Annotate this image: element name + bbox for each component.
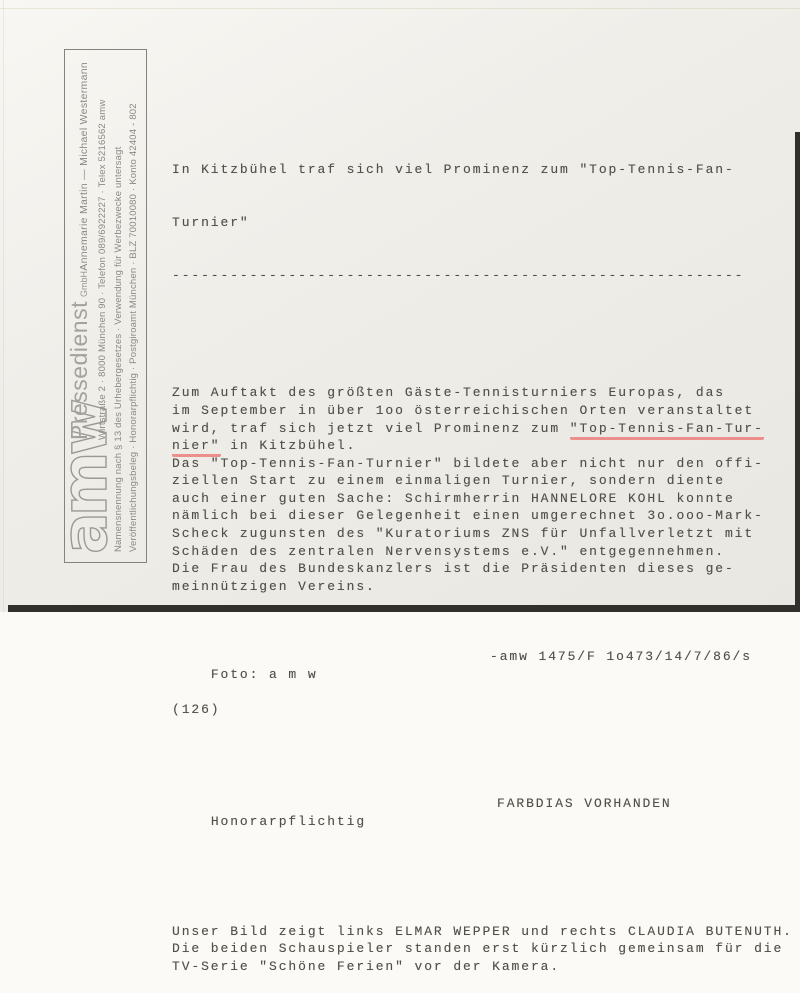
typed-text: im September in über 1oo österreichischen Orten veranstaltet	[172, 402, 755, 418]
photo-reference-number: -amw 1475/F 1o473/14/7/86/s	[490, 649, 752, 665]
typed-line	[172, 384, 800, 402]
red-underline-mark: "Top-Tennis-Fan-Tur-	[570, 421, 764, 440]
letterhead-rights-line: Namensnennung nach § 13 des Urhebergesetzes · Verwendung für Werbezwecke untersagt	[113, 146, 124, 552]
typed-line	[172, 543, 800, 561]
photo-credit-row	[172, 648, 800, 682]
typed-text: nämlich bei dieser Gelegenheit einen umgerechnet 3o.ooo-Mark-	[172, 508, 764, 524]
photo-credit-label: Foto: a m w	[210, 666, 318, 682]
typed-text: wird, traf sich jetzt viel Prominenz zum	[172, 420, 570, 436]
typed-text: meinnützigen Vereins.	[172, 578, 376, 594]
typed-line	[172, 437, 800, 455]
typed-text: Zum Auftakt des größten Gäste-Tennisturniers Europas, das	[172, 385, 725, 401]
typed-line	[172, 490, 800, 508]
letterhead-billing-line: Veröffentlichungsbeleg · Honorarpflichtig · Postgiroamt München · BLZ 70010080 · Konto 42404 - 802	[128, 103, 139, 552]
body-paragraph	[172, 384, 800, 595]
headline-line: Turnier"	[172, 214, 250, 230]
red-underline-mark: nier"	[172, 438, 221, 457]
typed-text: Scheck zugunsten des "Kuratoriums ZNS für Unfallverletzt mit	[172, 526, 755, 542]
spacer	[172, 754, 800, 760]
scan-edge-left	[3, 0, 4, 612]
typed-dashed-rule: -----------------------------------------------------------	[172, 267, 745, 283]
typed-text: in Kitzbühel.	[220, 438, 357, 454]
owners-names: Annemarie Martin — Michael Westermann	[78, 62, 90, 271]
letterhead-line-company	[66, 62, 93, 440]
company-name: Pressedienst	[66, 301, 92, 440]
typed-line	[172, 923, 800, 941]
typed-line	[172, 455, 800, 473]
color-slides-notice: FARBDIAS VORHANDEN	[497, 795, 672, 811]
typed-line	[172, 525, 800, 543]
typed-text: auch einer guten Sache: Schirmherrin HANNELORE KOHL konnte	[172, 490, 735, 506]
caption-paragraph	[172, 923, 800, 976]
typed-line	[172, 420, 800, 438]
letterhead-address-line: Wirtstraße 2 · 8000 München 90 · Telefon 089/6922227 · Telex 5216562 amw	[97, 99, 108, 440]
agency-letterhead-stamp	[48, 49, 147, 563]
typed-text: Das "Top-Tennis-Fan-Turnier" bildete aber nicht nur den offi-	[172, 455, 764, 471]
fee-row	[172, 795, 800, 829]
typed-text: Die Frau des Bundeskanzlers ist die Präsidenten dieses ge-	[172, 561, 735, 577]
typed-line	[172, 560, 800, 578]
typed-text: Die beiden Schauspieler standen erst kürzlich gemeinsam für die	[172, 941, 784, 957]
typed-text: Schäden des zentralen Nervensystems e.V." entgegennehmen.	[172, 543, 725, 559]
typed-text: TV-Serie "Schöne Ferien" vor der Kamera.	[172, 958, 561, 974]
typed-line	[172, 958, 800, 976]
typed-line	[172, 472, 800, 490]
spacer	[172, 320, 800, 332]
typewritten-text	[172, 126, 800, 993]
typed-line	[172, 507, 800, 525]
typed-line	[172, 402, 800, 420]
typed-text: Unser Bild zeigt links ELMAR WEPPER und rechts CLAUDIA BUTENUTH.	[172, 923, 793, 939]
typed-text: ziellen Start zu einem einmaligen Turnier, sondern diente	[172, 473, 725, 489]
typed-line	[172, 578, 800, 596]
photo-serial-number: (126)	[172, 702, 221, 717]
fee-notice-label: Honorarpflichtig	[210, 813, 367, 829]
amw-logo: amw	[48, 402, 121, 554]
company-suffix: GmbH	[79, 271, 89, 298]
letterhead-rotated-block	[48, 50, 144, 560]
scan-edge-top	[0, 8, 800, 9]
typed-line	[172, 940, 800, 958]
spacer	[172, 848, 800, 870]
headline-line: In Kitzbühel traf sich viel Prominenz zum "Top-Tennis-Fan-	[172, 162, 735, 178]
